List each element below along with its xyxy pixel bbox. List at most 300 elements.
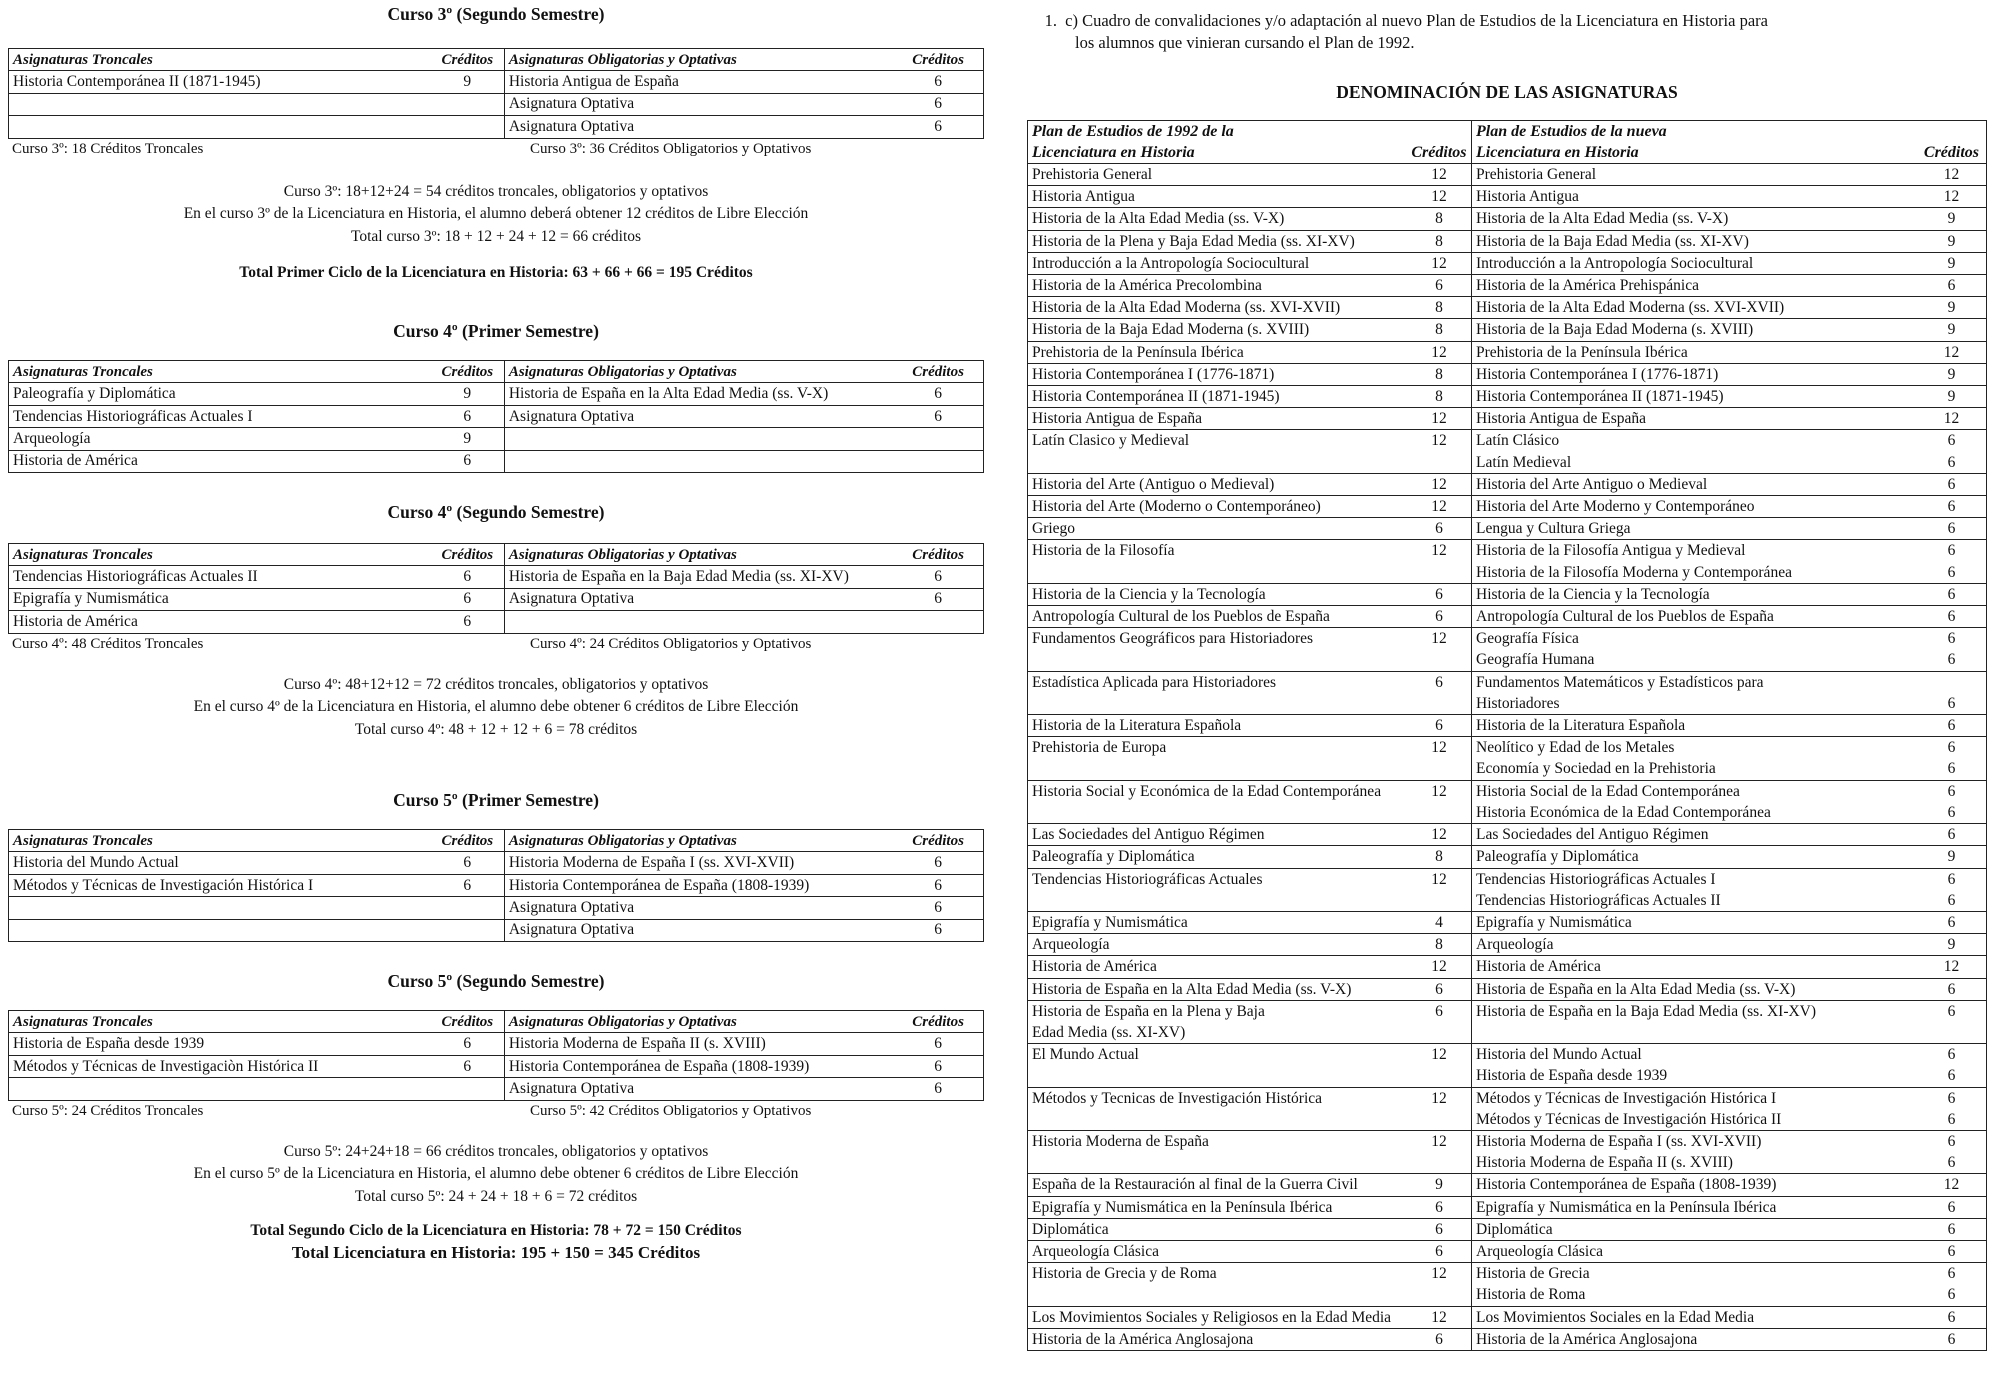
old-credits: 6	[1407, 715, 1472, 737]
footer-obligatorias: Curso 4º: 24 Créditos Obligatorios y Optativos	[530, 635, 812, 652]
new-subject: Historia de la Baja Edad Moderna (s. XVIII)	[1476, 321, 1754, 339]
new-credits: 6	[1947, 717, 1956, 735]
subject-obligatoria: Historia Antigua de España	[504, 71, 893, 93]
new-subject-cell	[1472, 737, 1917, 780]
header-troncales: Asignaturas Troncales	[9, 1011, 431, 1033]
new-subject-cell	[1472, 1263, 1917, 1306]
new-subject-cell	[1472, 164, 1917, 186]
credits-troncal	[431, 93, 505, 115]
new-credits: 6	[1947, 1220, 1956, 1238]
new-credits-cell	[1917, 408, 1987, 430]
new-subject: Diplomática	[1476, 1220, 1553, 1238]
table-row	[9, 383, 984, 405]
table-row	[9, 93, 984, 115]
table-row	[1028, 780, 1987, 823]
subject-troncal: Métodos y Técnicas de Investigación Histórica I	[9, 874, 431, 896]
old-subject-cell	[1028, 518, 1407, 540]
left-column	[8, 0, 984, 1264]
header-creditos: Créditos	[431, 361, 505, 383]
old-subject-cell	[1028, 386, 1407, 408]
header-obligatorias: Asignaturas Obligatorias y Optativas	[504, 830, 893, 852]
new-credits-cell	[1917, 934, 1987, 956]
table-header-row	[9, 1011, 984, 1033]
header-obligatorias: Asignaturas Obligatorias y Optativas	[504, 361, 893, 383]
old-subject: Historia Antigua de España	[1032, 410, 1203, 428]
new-credits-cell	[1917, 230, 1987, 252]
new-credits: 12	[1943, 166, 1960, 183]
table-row	[1028, 1306, 1987, 1328]
new-subject: Historia Antigua de España	[1476, 410, 1647, 428]
old-subject-cell	[1028, 319, 1407, 341]
new-subject: Prehistoria General	[1476, 166, 1597, 183]
table-row	[1028, 473, 1987, 495]
table-row	[9, 428, 984, 450]
old-subject: Latín Clasico y Medieval	[1032, 432, 1190, 450]
subject-obligatoria: Asignatura Optativa	[504, 1078, 893, 1100]
summary-line: Curso 5º: 24+24+18 = 66 créditos troncales, obligatorios y optativos	[283, 1142, 709, 1160]
old-subject: Historia Antigua	[1032, 188, 1135, 206]
header-creditos: Créditos	[893, 361, 983, 383]
new-credits: 6	[1947, 651, 1956, 669]
summary-line: En el curso 5º de la Licenciatura en Historia, el alumno debe obtener 6 créditos de Libre Elección	[193, 1165, 799, 1183]
new-subject-cell	[1472, 824, 1917, 846]
new-credits: 9	[1947, 848, 1956, 866]
new-subject: Historia de España desde 1939	[1476, 1067, 1668, 1085]
new-subject-cell	[1472, 540, 1917, 583]
old-credits: 6	[1407, 1196, 1472, 1218]
new-credits: 6	[1947, 563, 1956, 581]
new-credits-cell	[1917, 737, 1987, 780]
table-row	[9, 1055, 984, 1077]
new-subject-cell	[1472, 780, 1917, 823]
new-subject: Historia de la América Prehispánica	[1476, 277, 1699, 295]
new-subject: Historia de la Ciencia y la Tecnología	[1476, 585, 1710, 603]
new-credits-cell	[1917, 846, 1987, 868]
old-credits: 12	[1407, 473, 1472, 495]
credits-troncal: 6	[431, 405, 505, 427]
summary-line: Total curso 5º: 24 + 24 + 18 + 6 = 72 créditos	[354, 1187, 638, 1205]
credits-troncal: 6	[431, 450, 505, 472]
table-row	[1028, 868, 1987, 911]
old-subject: Edad Media (ss. XI-XV)	[1032, 1023, 1186, 1041]
new-credits: 12	[1943, 958, 1960, 976]
old-credits: 12	[1407, 956, 1472, 978]
old-subject-cell	[1028, 275, 1407, 297]
old-subject-cell	[1028, 1044, 1407, 1087]
old-subject: Historia de la Alta Edad Media (ss. V-X)	[1032, 210, 1285, 228]
footer-troncales: Curso 5º: 24 Créditos Troncales	[12, 1102, 204, 1119]
old-credits: 12	[1407, 430, 1472, 473]
new-credits: 6	[1947, 1067, 1956, 1085]
course-table	[8, 360, 984, 473]
course-table	[8, 48, 984, 139]
old-credits: 6	[1407, 275, 1472, 297]
old-credits: 8	[1407, 319, 1472, 341]
header-creditos: Créditos	[431, 1011, 505, 1033]
new-subject-cell	[1472, 275, 1917, 297]
subject-troncal	[9, 897, 431, 919]
old-credits: 12	[1407, 1087, 1472, 1130]
new-subject-cell	[1472, 1196, 1917, 1218]
old-credits: 6	[1407, 1000, 1472, 1043]
intro-line: los alumnos que vinieran cursando el Plan de 1992.	[1075, 33, 1415, 52]
footer-troncales: Curso 3º: 18 Créditos Troncales	[12, 140, 204, 157]
new-credits-cell	[1917, 363, 1987, 385]
credits-troncal: 9	[431, 383, 505, 405]
table-row	[9, 874, 984, 896]
new-subject: Historia del Arte Moderno y Contemporáneo	[1476, 498, 1755, 516]
new-credits: 9	[1947, 365, 1956, 383]
old-subject: Historia Moderna de España	[1032, 1132, 1209, 1150]
header-creditos: Créditos	[431, 49, 505, 71]
new-credits: 6	[1947, 1198, 1956, 1216]
new-subject: Lengua y Cultura Griega	[1476, 520, 1631, 538]
new-credits-cell	[1917, 540, 1987, 583]
subject-obligatoria: Historia Contemporánea de España (1808-1939)	[504, 1055, 893, 1077]
credits-obligatoria: 6	[893, 874, 983, 896]
new-subject-cell	[1472, 297, 1917, 319]
old-credits: 12	[1407, 252, 1472, 274]
header-old-plan: Plan de Estudios de 1992 de la	[1032, 123, 1234, 140]
new-credits: 6	[1947, 432, 1956, 450]
table-row	[1028, 186, 1987, 208]
old-subject: Historia del Arte (Antiguo o Medieval)	[1032, 475, 1275, 493]
new-subject-cell	[1472, 1087, 1917, 1130]
table-row	[1028, 583, 1987, 605]
new-credits-cell	[1917, 911, 1987, 933]
summary-line: Curso 4º: 48+12+12 = 72 créditos troncales, obligatorios y optativos	[283, 675, 709, 693]
new-credits: 6	[1947, 453, 1956, 471]
cycle-total: Total Primer Ciclo de la Licenciatura en Historia: 63 + 66 + 66 = 195 Créditos	[239, 264, 753, 282]
old-subject: Las Sociedades del Antiguo Régimen	[1032, 826, 1265, 844]
new-credits: 6	[1947, 826, 1956, 844]
new-subject: Arqueología Clásica	[1476, 1242, 1603, 1260]
section-title: Curso 5º (Segundo Semestre)	[387, 971, 605, 992]
old-subject: Historia de la Baja Edad Moderna (s. XVIII)	[1032, 321, 1310, 339]
old-credits: 12	[1407, 1306, 1472, 1328]
new-credits-cell	[1917, 1000, 1987, 1043]
old-credits: 12	[1407, 824, 1472, 846]
new-subject-cell	[1472, 186, 1917, 208]
old-subject: Epigrafía y Numismática en la Península Ibérica	[1032, 1198, 1333, 1216]
subject-obligatoria: Historia Contemporánea de España (1808-1939)	[504, 874, 893, 896]
new-subject-cell	[1472, 319, 1917, 341]
new-subject: Arqueología	[1476, 936, 1554, 954]
old-subject-cell	[1028, 230, 1407, 252]
subject-troncal: Historia Contemporánea II (1871-1945)	[9, 71, 431, 93]
table-row	[9, 611, 984, 633]
new-credits: 12	[1943, 1176, 1960, 1194]
subject-troncal: Epigrafía y Numismática	[9, 588, 431, 610]
new-credits-cell	[1917, 518, 1987, 540]
new-credits-cell	[1917, 1328, 1987, 1350]
new-credits-cell	[1917, 1263, 1987, 1306]
new-subject: Paleografía y Diplomática	[1476, 848, 1639, 866]
old-subject-cell	[1028, 496, 1407, 518]
new-credits: 6	[1947, 913, 1956, 931]
credits-troncal: 6	[431, 852, 505, 874]
new-subject: Historia Contemporánea de España (1808-1939)	[1476, 1176, 1777, 1194]
credits-obligatoria: 6	[893, 383, 983, 405]
old-subject-cell	[1028, 363, 1407, 385]
old-subject-cell	[1028, 341, 1407, 363]
new-subject: Historia de España en la Alta Edad Media (ss. V-X)	[1476, 980, 1796, 998]
old-credits: 12	[1407, 496, 1472, 518]
old-subject-cell	[1028, 297, 1407, 319]
old-credits: 6	[1407, 671, 1472, 714]
new-credits: 6	[1947, 1110, 1956, 1128]
old-subject-cell	[1028, 473, 1407, 495]
new-subject: Historia de la Literatura Española	[1476, 717, 1686, 735]
table-footer	[8, 634, 984, 654]
course-table	[8, 543, 984, 634]
table-row	[1028, 363, 1987, 385]
old-subject-cell	[1028, 934, 1407, 956]
new-subject-cell	[1472, 496, 1917, 518]
subject-obligatoria: Historia de España en la Baja Edad Media (ss. XI-XV)	[504, 566, 893, 588]
new-subject: Historia de la Filosofía Antigua y Medieval	[1476, 542, 1746, 560]
new-subject-cell	[1472, 208, 1917, 230]
table-row	[9, 897, 984, 919]
old-subject: Griego	[1032, 520, 1076, 538]
new-credits-cell	[1917, 583, 1987, 605]
new-credits-cell	[1917, 978, 1987, 1000]
old-subject-cell	[1028, 1328, 1407, 1350]
new-subject-cell	[1472, 1328, 1917, 1350]
old-subject-cell	[1028, 1130, 1407, 1173]
old-subject-cell	[1028, 715, 1407, 737]
old-credits: 6	[1407, 1328, 1472, 1350]
old-subject-cell	[1028, 978, 1407, 1000]
new-subject: Antropología Cultural de los Pueblos de España	[1476, 608, 1774, 626]
new-subject: Tendencias Historiográficas Actuales I	[1476, 870, 1716, 888]
new-subject: Historia Social de la Edad Contemporánea	[1476, 782, 1740, 800]
new-credits-cell	[1917, 208, 1987, 230]
new-credits: 6	[1947, 980, 1956, 998]
header-troncales: Asignaturas Troncales	[9, 830, 431, 852]
header-creditos: Créditos	[893, 1011, 983, 1033]
table-row	[9, 1033, 984, 1055]
new-subject-cell	[1472, 628, 1917, 671]
table-row	[1028, 319, 1987, 341]
new-credits: 6	[1947, 585, 1956, 603]
table-row	[1028, 1240, 1987, 1262]
new-credits	[1921, 672, 1982, 693]
new-credits: 12	[1943, 343, 1960, 361]
new-subject-cell	[1472, 1130, 1917, 1173]
table-row	[1028, 430, 1987, 473]
credits-obligatoria	[893, 450, 983, 472]
new-credits-cell	[1917, 275, 1987, 297]
credits-troncal: 6	[431, 874, 505, 896]
new-subject: Historia del Mundo Actual	[1476, 1046, 1642, 1064]
table-row	[9, 852, 984, 874]
summary-line: En el curso 3º de la Licenciatura en Historia, el alumno deberá obtener 12 créditos de Libre Elección	[183, 205, 809, 223]
table-row	[1028, 518, 1987, 540]
old-subject: Epigrafía y Numismática	[1032, 913, 1188, 931]
convalidation-table	[1027, 120, 1987, 1351]
new-credits-cell	[1917, 252, 1987, 274]
new-credits-cell	[1917, 186, 1987, 208]
table-row	[1028, 386, 1987, 408]
table-row	[1028, 1044, 1987, 1087]
new-subject-cell	[1472, 430, 1917, 473]
old-credits: 6	[1407, 1218, 1472, 1240]
old-subject: Prehistoria de Europa	[1032, 739, 1167, 757]
new-credits: 6	[1947, 520, 1956, 538]
old-subject: Historia de la Plena y Baja Edad Media (ss. XI-XV)	[1032, 232, 1355, 250]
new-subject-cell	[1472, 583, 1917, 605]
subject-troncal: Historia de América	[9, 611, 431, 633]
header-troncales: Asignaturas Troncales	[9, 544, 431, 566]
credits-troncal	[431, 116, 505, 138]
old-subject: Historia de la América Anglosajona	[1032, 1330, 1254, 1348]
old-credits: 12	[1407, 341, 1472, 363]
old-subject-cell	[1028, 671, 1407, 714]
table-row	[1028, 1174, 1987, 1196]
subject-obligatoria: Historia Moderna de España II (s. XVIII)	[504, 1033, 893, 1055]
credits-obligatoria: 6	[893, 566, 983, 588]
new-subject: Prehistoria de la Península Ibérica	[1476, 343, 1688, 361]
old-credits: 12	[1407, 1130, 1472, 1173]
old-credits: 9	[1407, 1174, 1472, 1196]
new-subject: Historia de la América Anglosajona	[1476, 1330, 1698, 1348]
table-row	[9, 919, 984, 941]
new-credits-cell	[1917, 1240, 1987, 1262]
new-credits: 9	[1947, 232, 1956, 250]
new-credits-cell	[1917, 868, 1987, 911]
old-credits: 8	[1407, 363, 1472, 385]
credits-troncal	[431, 919, 505, 941]
section-title: Curso 5º (Primer Semestre)	[393, 790, 599, 811]
subjects-heading: DENOMINACIÓN DE LAS ASIGNATURAS	[1336, 82, 1678, 102]
new-credits-cell	[1917, 1044, 1987, 1087]
new-subject: Geografía Humana	[1476, 651, 1595, 669]
new-subject: Historia de la Alta Edad Media (ss. V-X)	[1476, 210, 1729, 228]
old-credits: 12	[1407, 737, 1472, 780]
old-subject-cell	[1028, 1196, 1407, 1218]
new-subject: Historia Económica de la Edad Contemporánea	[1476, 803, 1771, 821]
new-credits-cell	[1917, 671, 1987, 714]
table-row	[1028, 956, 1987, 978]
new-credits-cell	[1917, 1306, 1987, 1328]
new-subject-cell	[1472, 606, 1917, 628]
old-credits: 12	[1407, 628, 1472, 671]
subject-troncal: Paleografía y Diplomática	[9, 383, 431, 405]
new-subject-cell	[1472, 1174, 1917, 1196]
new-credits-cell	[1917, 715, 1987, 737]
header-creditos: Créditos	[431, 830, 505, 852]
subject-obligatoria: Asignatura Optativa	[504, 897, 893, 919]
new-credits-cell	[1917, 956, 1987, 978]
new-credits: 9	[1947, 299, 1956, 317]
old-subject-cell	[1028, 1240, 1407, 1262]
table-row	[1028, 978, 1987, 1000]
table-header-row	[9, 544, 984, 566]
header-new-credits: Créditos	[1917, 121, 1987, 164]
old-subject-cell	[1028, 583, 1407, 605]
new-subject-cell	[1472, 230, 1917, 252]
new-credits: 9	[1947, 254, 1956, 272]
header-troncales: Asignaturas Troncales	[9, 49, 431, 71]
new-subject-cell	[1472, 386, 1917, 408]
new-credits-cell	[1917, 164, 1987, 186]
credits-troncal: 9	[431, 428, 505, 450]
new-credits: 6	[1947, 630, 1956, 648]
subject-troncal	[9, 1078, 431, 1100]
old-subject: El Mundo Actual	[1032, 1046, 1139, 1064]
new-subject: Historia Contemporánea II (1871-1945)	[1476, 388, 1724, 406]
old-subject-cell	[1028, 824, 1407, 846]
new-credits: 6	[1947, 277, 1956, 295]
new-credits: 6	[1947, 1154, 1956, 1172]
subject-obligatoria: Asignatura Optativa	[504, 116, 893, 138]
table-row	[1028, 230, 1987, 252]
new-credits: 6	[1947, 1089, 1956, 1107]
header-old-credits: Créditos	[1407, 121, 1472, 164]
new-credits-cell	[1917, 473, 1987, 495]
new-subject: Latín Clásico	[1476, 432, 1560, 450]
old-subject-cell	[1028, 1174, 1407, 1196]
new-credits: 6	[1947, 1308, 1956, 1326]
old-subject-cell	[1028, 1218, 1407, 1240]
table-row	[1028, 911, 1987, 933]
old-subject-cell	[1028, 846, 1407, 868]
credits-troncal	[431, 1078, 505, 1100]
header-new-plan: Plan de Estudios de la nueva	[1476, 123, 1667, 140]
subject-troncal: Métodos y Técnicas de Investigaciòn Histórica II	[9, 1055, 431, 1077]
intro-number: 1.	[1044, 11, 1057, 30]
old-subject-cell	[1028, 164, 1407, 186]
old-credits: 6	[1407, 583, 1472, 605]
course-table	[8, 1010, 984, 1101]
new-credits: 9	[1947, 936, 1956, 954]
old-subject-cell	[1028, 628, 1407, 671]
subject-troncal	[9, 919, 431, 941]
section-title: Curso 4º (Primer Semestre)	[393, 321, 599, 342]
credits-troncal	[431, 897, 505, 919]
table-row	[1028, 1130, 1987, 1173]
old-subject-cell	[1028, 540, 1407, 583]
new-credits: 6	[1947, 1002, 1956, 1020]
subject-obligatoria: Asignatura Optativa	[504, 93, 893, 115]
new-credits: 6	[1947, 1330, 1956, 1348]
header-new-degree: Licenciatura en Historia	[1476, 144, 1639, 161]
old-credits: 8	[1407, 846, 1472, 868]
old-subject: Arqueología	[1032, 936, 1110, 954]
subject-obligatoria	[504, 611, 893, 633]
new-subject-cell	[1472, 978, 1917, 1000]
new-credits: 6	[1947, 739, 1956, 757]
old-subject: Arqueología Clásica	[1032, 1242, 1159, 1260]
credits-obligatoria: 6	[893, 405, 983, 427]
new-subject: Historia de Roma	[1476, 1286, 1586, 1304]
intro-line: c) Cuadro de convalidaciones y/o adaptación al nuevo Plan de Estudios de la Licenciatura en Historia para	[1065, 11, 1768, 30]
table-row	[9, 116, 984, 138]
header-creditos: Créditos	[431, 544, 505, 566]
old-subject: Fundamentos Geográficos para Historiadores	[1032, 630, 1314, 648]
old-subject: Tendencias Historiográficas Actuales	[1032, 870, 1263, 888]
new-credits: 9	[1947, 210, 1956, 228]
table-row	[1028, 164, 1987, 186]
new-subject-cell	[1472, 341, 1917, 363]
cycle-total: Total Segundo Ciclo de la Licenciatura en Historia: 78 + 72 = 150 Créditos	[250, 1222, 742, 1240]
grand-total: Total Licenciatura en Historia: 195 + 150 = 345 Créditos	[291, 1243, 701, 1263]
new-credits-cell	[1917, 1130, 1987, 1173]
table-row	[1028, 540, 1987, 583]
credits-obligatoria	[893, 428, 983, 450]
credits-troncal: 6	[431, 588, 505, 610]
